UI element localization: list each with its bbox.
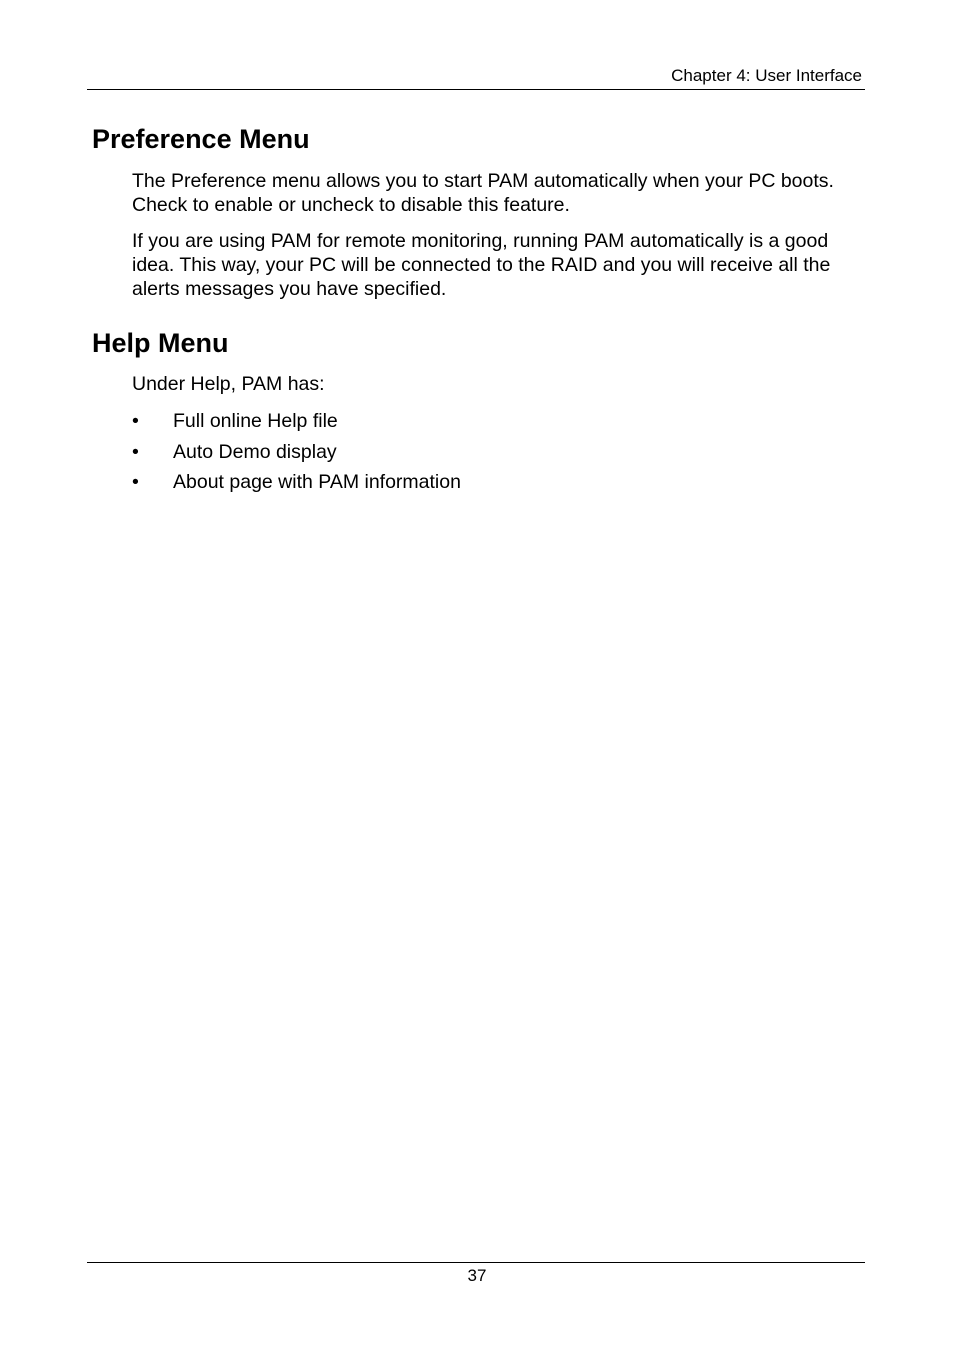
list-item-text: Full online Help file xyxy=(173,410,338,432)
preference-paragraph-2: If you are using PAM for remote monitoring, running PAM automatically is a good idea. This way, your PC will be connected to the RAID and you will receive all the alerts messages you have specified. xyxy=(132,230,831,300)
help-intro-paragraph: Under Help, PAM has: xyxy=(132,373,325,395)
list-item-text: Auto Demo display xyxy=(173,440,337,463)
page-number: 37 xyxy=(467,1266,487,1285)
header-rule xyxy=(87,89,865,90)
chapter-title: Chapter 4: User Interface xyxy=(671,66,862,85)
footer-rule xyxy=(87,1262,865,1263)
section-title-preference-menu: Preference Menu xyxy=(92,124,310,154)
list-item-text: About page with PAM information xyxy=(173,471,461,493)
bullet-icon: • xyxy=(132,440,139,463)
bullet-icon: • xyxy=(132,410,139,432)
bullet-icon: • xyxy=(132,471,139,493)
section-title-help-menu: Help Menu xyxy=(92,328,229,358)
preference-paragraph-1: The Preference menu allows you to start PAM automatically when your PC boots. Check to enable or uncheck to disable this feature. xyxy=(132,170,834,216)
